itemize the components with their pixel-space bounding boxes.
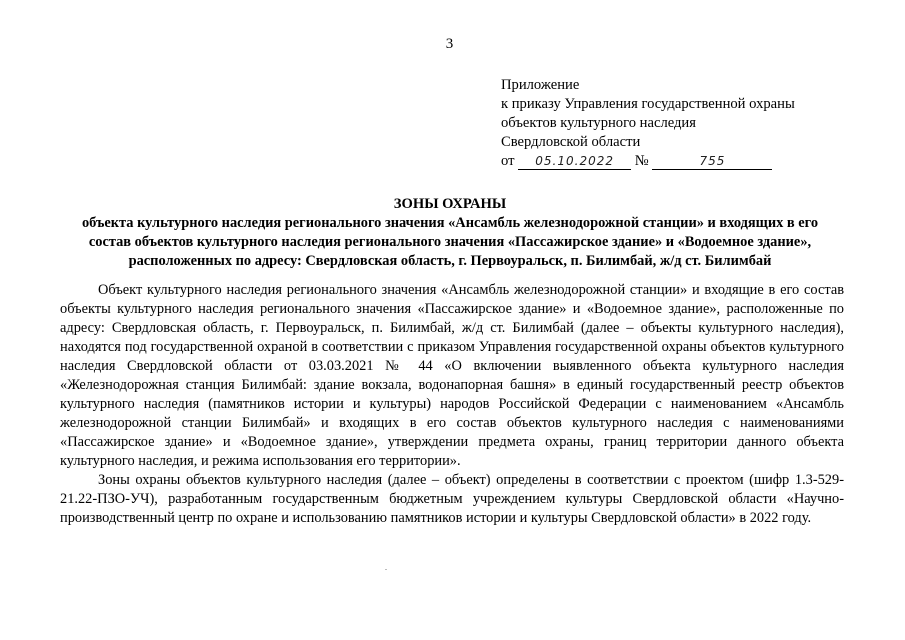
title-line: расположенных по адресу: Свердловская область, г. Первоуральск, п. Билимбай, ж/д ст. Билимбай xyxy=(128,253,772,269)
order-date-number-line xyxy=(501,152,861,171)
body-text xyxy=(60,281,844,528)
title-line: объекта культурного наследия регионального значения «Ансамбль железнодорожной станции» и входящих в его xyxy=(81,215,819,231)
title-main: ЗОНЫ ОХРАНЫ xyxy=(393,196,507,212)
page-number xyxy=(0,36,905,53)
paragraph: Объект культурного наследия регионального значения «Ансамбль железнодорожной станции» и входящие в его состав объекты культурного наследия регионального значения «Пассажирское здание» и «Водоемное здание», расположенные по адресу: Свердловская область, г. Первоуральск, п. Билимбай, ж/д ст. Билимбай (далее – объекты культурного наследия), находятся под государственной охраной в соответствии с приказом Управления государственной охраны объектов культурного наследия Свердловской области от 03.03.2021 № 44 «О включении выявленного объекта культурного наследия «Железнодорожная станция Билимбай: здание вокзала, водонапорная башня» в единый государственный реестр объектов культурного наследия (памятников истории и культуры) народов Российской Федерации с наименованием «Ансамбль железнодорожной станции Билимбай» и входящих в его состав объектов культурного наследия с наименованиями «Пассажирское здание» и «Водоемное здание», утверждении предмета охраны, границ территории данного объекта культурного наследия, и режима использования его территории». xyxy=(60,282,844,469)
appendix-line: объектов культурного наследия xyxy=(501,115,696,131)
paragraph: Зоны охраны объектов культурного наследия (далее – объект) определены в соответствии с проектом (шифр 1.3-529-21.22-ПЗО-УЧ), разработанным государственным бюджетным учреждением культуры Свердловской области «Научно-производственный центр по охране и использованию памятников истории и культуры Свердловской области» в 2022 году. xyxy=(60,472,844,526)
appendix-line: Свердловской области xyxy=(501,134,641,150)
handwritten-date: 05.10.2022 xyxy=(518,154,631,170)
handwritten-number: 755 xyxy=(652,154,772,170)
document-title xyxy=(55,195,845,271)
page-number-text: 3 xyxy=(445,36,454,52)
title-line: состав объектов культурного наследия регионального значения «Пассажирское здание» и «Водоемное здание», xyxy=(88,234,812,250)
appendix-block xyxy=(501,76,861,171)
appendix-line: Приложение xyxy=(501,77,580,93)
number-prefix: № xyxy=(634,153,649,169)
date-prefix: от xyxy=(501,153,515,169)
appendix-line: к приказу Управления государственной охраны xyxy=(501,96,795,112)
scan-dot xyxy=(385,569,387,570)
